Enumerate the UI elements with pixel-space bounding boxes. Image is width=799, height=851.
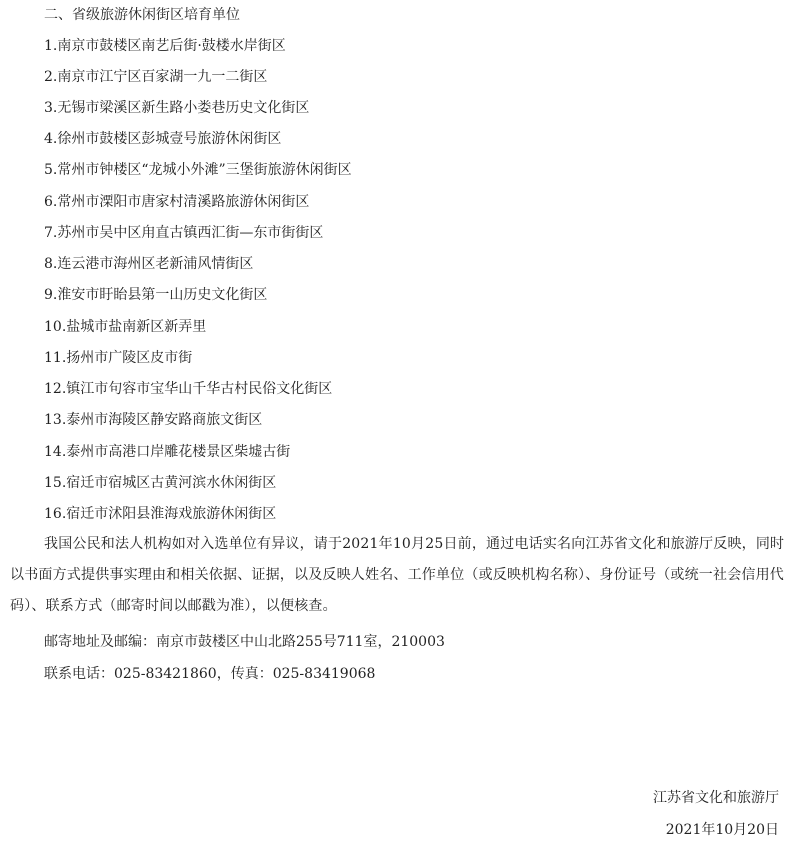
list-item: 5.常州市钟楼区“龙城小外滩”三堡街旅游休闲街区 xyxy=(44,162,352,178)
contact-info: 联系电话：025-83421860，传真：025-83419068 xyxy=(44,666,376,682)
list-item: 14.泰州市高港口岸雕花楼景区柴墟古街 xyxy=(44,444,291,460)
list-item: 11.扬州市广陵区皮市街 xyxy=(44,350,193,366)
section-title: 二、省级旅游休闲街区培育单位 xyxy=(44,7,240,23)
list-item: 7.苏州市吴中区甪直古镇西汇街—东市街街区 xyxy=(44,225,324,241)
issue-date: 2021年10月20日 xyxy=(665,822,779,838)
list-item: 4.徐州市鼓楼区彭城壹号旅游休闲街区 xyxy=(44,131,282,147)
list-item: 8.连云港市海州区老新浦风情街区 xyxy=(44,256,254,272)
list-item: 3.无锡市梁溪区新生路小娄巷历史文化街区 xyxy=(44,100,310,116)
list-item: 10.盐城市盐南新区新弄里 xyxy=(44,319,207,335)
mailing-address: 邮寄地址及邮编：南京市鼓楼区中山北路255号711室，210003 xyxy=(44,634,445,650)
issuer-name: 江苏省文化和旅游厅 xyxy=(653,790,779,806)
list-item: 9.淮安市盱眙县第一山历史文化街区 xyxy=(44,287,268,303)
list-item: 13.泰州市海陵区静安路商旅文街区 xyxy=(44,412,263,428)
list-item: 15.宿迁市宿城区古黄河滨水休闲街区 xyxy=(44,475,277,491)
list-item: 2.南京市江宁区百家湖一九一二街区 xyxy=(44,69,268,85)
list-item: 12.镇江市句容市宝华山千华古村民俗文化街区 xyxy=(44,381,333,397)
list-item: 16.宿迁市沭阳县淮海戏旅游休闲街区 xyxy=(44,506,277,522)
notice-paragraph: 我国公民和法人机构如对入选单位有异议，请于2021年10月25日前，通过电话实名向江苏省文化和旅游厅反映，同时以书面方式提供事实理由和相关依据、证据，以及反映人姓名、工作单位（或反映机构名称）、身份证号（或统一社会信用代码）、联系方式（邮寄时间以邮戳为准），以便核查。 xyxy=(10,536,785,614)
list-item: 6.常州市溧阳市唐家村清溪路旅游休闲街区 xyxy=(44,194,310,210)
list-item: 1.南京市鼓楼区南艺后街·鼓楼水岸街区 xyxy=(44,38,286,54)
